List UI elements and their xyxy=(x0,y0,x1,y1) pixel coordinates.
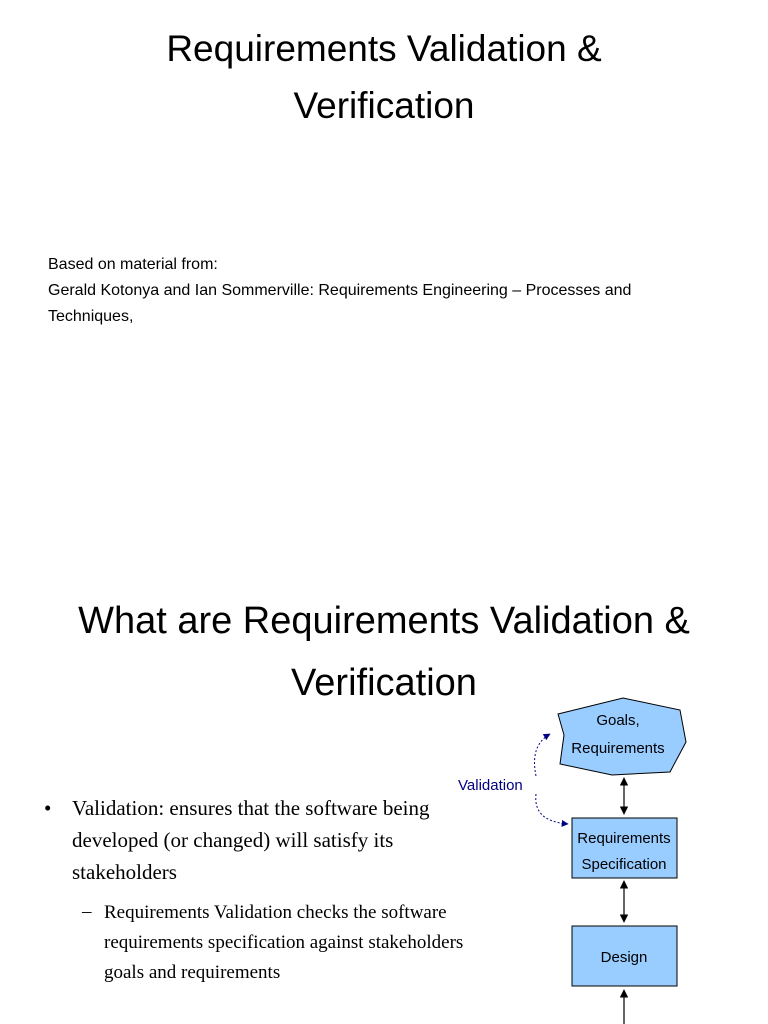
design-label: Design xyxy=(600,949,648,966)
slide-2-title-line-1: What are Requirements Validation & xyxy=(78,600,690,642)
bullet-list xyxy=(44,792,504,988)
slide-2 xyxy=(0,560,768,1024)
subbullet-line-1: Requirements Validation checks the software xyxy=(104,902,447,923)
slide-2-title-line-2: Verification xyxy=(291,662,477,704)
slide-1-title xyxy=(0,20,768,134)
bullet-line-2: developed (or changed) will satisfy its xyxy=(72,828,394,852)
goals-label-line-1: Goals, xyxy=(596,712,640,729)
subbullet-line-3: goals and requirements xyxy=(104,962,281,983)
spec-label-line-2: Specification xyxy=(581,856,667,873)
credits xyxy=(48,252,728,330)
bullet-dot: • xyxy=(44,796,52,820)
goals-label-line-2: Requirements xyxy=(571,740,665,757)
goals-shape xyxy=(558,698,686,775)
subbullet-dash: – xyxy=(82,901,92,922)
bullet-line-1: Validation: ensures that the software being xyxy=(72,796,430,820)
bullet-validation xyxy=(44,792,504,888)
credits-line-2: Gerald Kotonya and Ian Sommerville: Requirements Engineering – Processes and xyxy=(48,282,632,299)
subbullet-requirements-validation xyxy=(44,898,504,988)
subbullet-line-2: requirements specification against stakeholders xyxy=(104,932,464,953)
bullet-line-3: stakeholders xyxy=(72,860,177,884)
slide-1-title-line-2: Verification xyxy=(293,85,475,126)
slide-1-title-line-1: Requirements Validation & xyxy=(166,28,602,69)
validation-arrow-up xyxy=(535,734,550,776)
credits-line-1: Based on material from: xyxy=(48,256,218,273)
validation-arrow-down xyxy=(536,794,568,824)
spec-label-line-1: Requirements xyxy=(577,830,671,847)
validation-label: Validation xyxy=(458,777,523,794)
credits-line-3: Techniques, xyxy=(48,308,134,325)
vv-diagram xyxy=(440,680,700,1024)
